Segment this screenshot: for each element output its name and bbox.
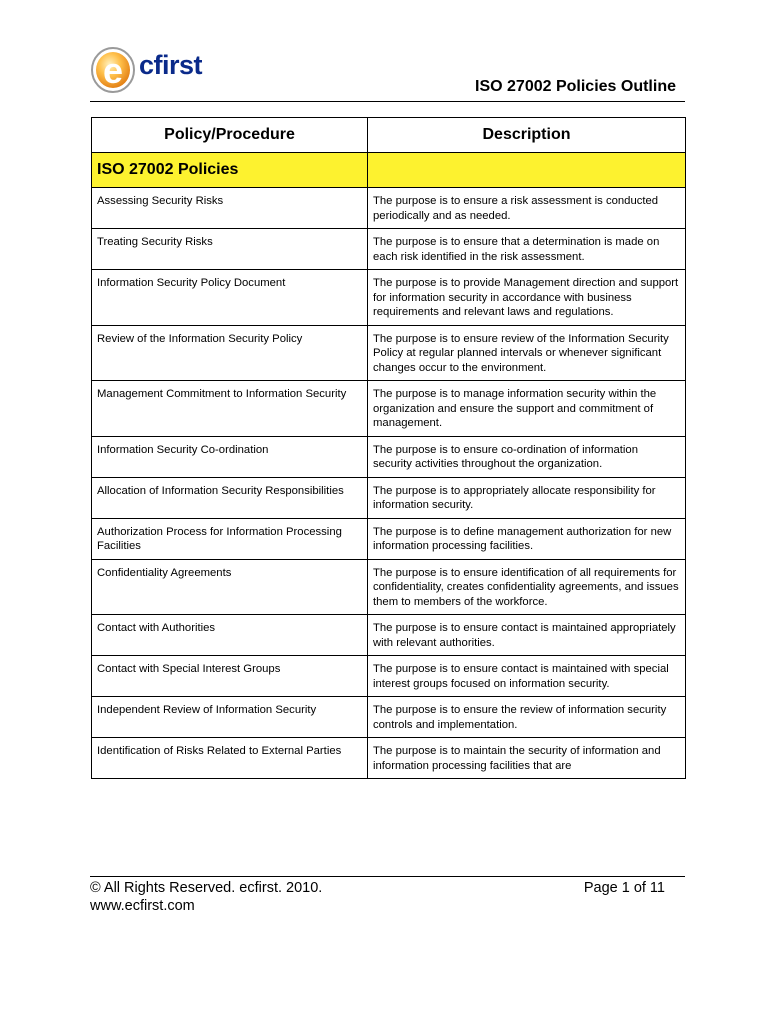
policy-name-cell: Allocation of Information Security Responsibilities bbox=[92, 477, 368, 518]
footer-left bbox=[90, 879, 322, 915]
table-row bbox=[92, 656, 686, 697]
footer-divider bbox=[90, 876, 685, 877]
section-row bbox=[92, 153, 686, 188]
policy-name-cell: Review of the Information Security Policy bbox=[92, 325, 368, 381]
header-divider bbox=[90, 101, 685, 102]
logo-wordmark: cfirst bbox=[139, 50, 203, 80]
website-text: www.ecfirst.com bbox=[90, 898, 195, 914]
policy-description-cell: The purpose is to ensure co-ordination of information security activities throughout the organization. bbox=[368, 436, 686, 477]
policy-description-cell: The purpose is to provide Management direction and support for information security in accordance with business requirements and relevant laws and regulations. bbox=[368, 270, 686, 326]
policy-name-cell: Identification of Risks Related to External Parties bbox=[92, 738, 368, 779]
ecfirst-e-logo-icon bbox=[90, 44, 138, 94]
policy-description-cell: The purpose is to ensure that a determination is made on each risk identified in the risk assessment. bbox=[368, 229, 686, 270]
ecfirst-logo bbox=[90, 44, 230, 94]
table-row bbox=[92, 615, 686, 656]
policy-name-cell: Contact with Authorities bbox=[92, 615, 368, 656]
policy-name-cell: Information Security Policy Document bbox=[92, 270, 368, 326]
table-row bbox=[92, 325, 686, 381]
policy-description-cell: The purpose is to appropriately allocate responsibility for information security. bbox=[368, 477, 686, 518]
table-row bbox=[92, 697, 686, 738]
svg-text:e: e bbox=[102, 50, 124, 91]
policy-description-cell: The purpose is to ensure contact is maintained appropriately with relevant authorities. bbox=[368, 615, 686, 656]
table-row bbox=[92, 188, 686, 229]
policy-description-cell: The purpose is to ensure a risk assessment is conducted periodically and as needed. bbox=[368, 188, 686, 229]
section-title: ISO 27002 Policies bbox=[92, 153, 368, 188]
policy-name-cell: Authorization Process for Information Processing Facilities bbox=[92, 518, 368, 559]
policy-description-cell: The purpose is to ensure the review of information security controls and implementation. bbox=[368, 697, 686, 738]
policy-description-cell: The purpose is to maintain the security of information and information processing facilities that are bbox=[368, 738, 686, 779]
table-row bbox=[92, 738, 686, 779]
column-header-description: Description bbox=[368, 118, 686, 153]
section-empty-cell bbox=[368, 153, 686, 188]
policy-description-cell: The purpose is to manage information security within the organization and ensure the support and commitment of management. bbox=[368, 381, 686, 437]
policy-name-cell: Treating Security Risks bbox=[92, 229, 368, 270]
policy-name-cell: Confidentiality Agreements bbox=[92, 559, 368, 615]
table-row bbox=[92, 381, 686, 437]
copyright-text: © All Rights Reserved. ecfirst. 2010. bbox=[90, 880, 323, 896]
table-row bbox=[92, 229, 686, 270]
document-title: ISO 27002 Policies Outline bbox=[475, 78, 676, 95]
policies-table bbox=[91, 117, 686, 779]
policy-description-cell: The purpose is to ensure review of the Information Security Policy at regular planned intervals or whenever significant changes occur to the environment. bbox=[368, 325, 686, 381]
table-header-row bbox=[92, 118, 686, 153]
page-number: Page 1 of 11 bbox=[583, 880, 665, 896]
policy-name-cell: Independent Review of Information Security bbox=[92, 697, 368, 738]
table-row bbox=[92, 559, 686, 615]
policy-name-cell: Information Security Co-ordination bbox=[92, 436, 368, 477]
policy-name-cell: Management Commitment to Information Security bbox=[92, 381, 368, 437]
table-row bbox=[92, 518, 686, 559]
table-row bbox=[92, 436, 686, 477]
policy-description-cell: The purpose is to ensure identification of all requirements for confidentiality, creates confidentiality agreements, and issues them to members of the workforce. bbox=[368, 559, 686, 615]
table-row bbox=[92, 477, 686, 518]
column-header-policy: Policy/Procedure bbox=[92, 118, 368, 153]
policy-description-cell: The purpose is to define management authorization for new information processing facilities. bbox=[368, 518, 686, 559]
policy-description-cell: The purpose is to ensure contact is maintained with special interest groups focused on information security. bbox=[368, 656, 686, 697]
policy-name-cell: Assessing Security Risks bbox=[92, 188, 368, 229]
policy-name-cell: Contact with Special Interest Groups bbox=[92, 656, 368, 697]
table-row bbox=[92, 270, 686, 326]
